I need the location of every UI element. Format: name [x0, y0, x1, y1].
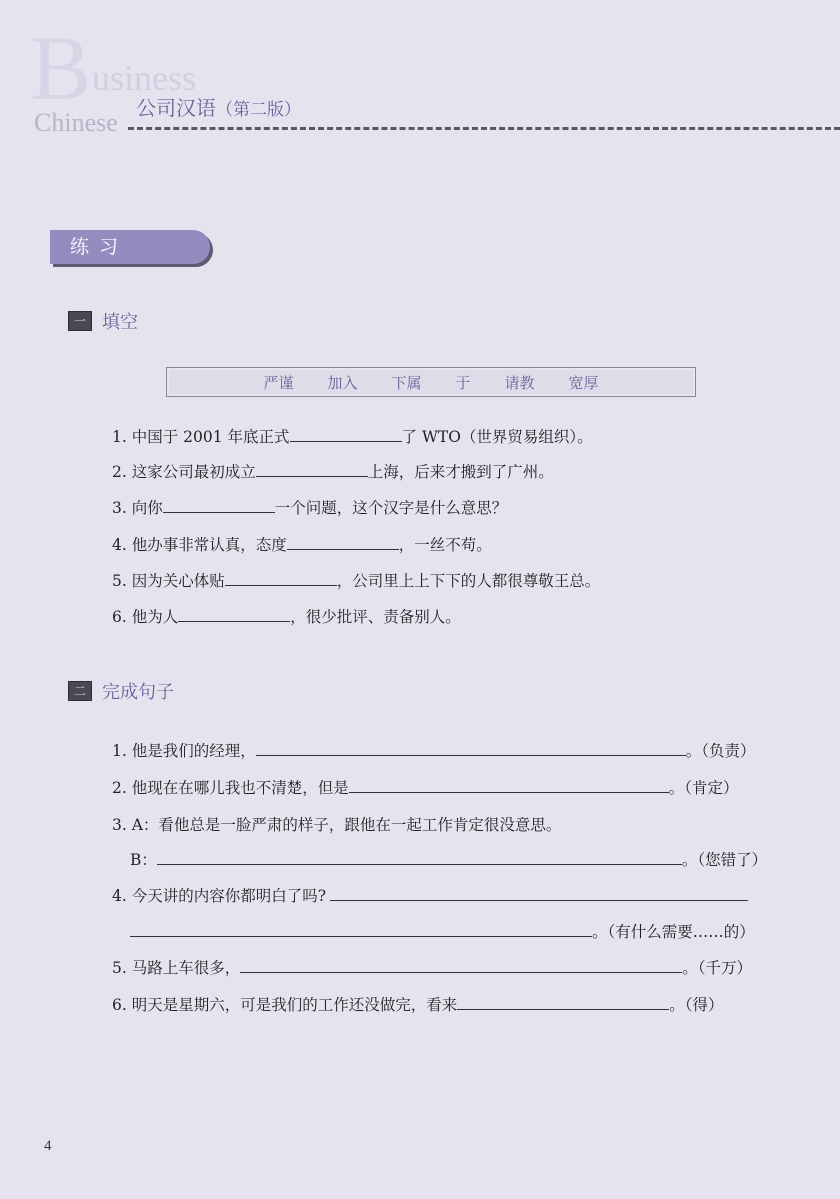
answer-blank[interactable]: [130, 922, 592, 937]
section-title: 完成句子: [102, 682, 174, 703]
answer-blank[interactable]: [256, 741, 686, 756]
answer-blank[interactable]: [240, 958, 682, 973]
item-text: 5. 马路上车很多，: [112, 959, 241, 977]
header-dashed-rule: [128, 127, 840, 130]
item-text: 了 WTO（世界贸易组织）。: [401, 428, 593, 446]
item-text: 2. 这家公司最初成立: [112, 463, 256, 481]
book-title-text: 公司汉语: [136, 96, 216, 120]
watermark-chinese: Chinese: [34, 108, 118, 137]
answer-blank[interactable]: [225, 571, 337, 586]
exercise-item: [130, 850, 767, 870]
exercise-item: [112, 462, 554, 482]
exercise-item: [112, 498, 507, 518]
item-text: 6. 明天是星期六，可是我们的工作还没做完，看来: [112, 996, 458, 1014]
item-text: 4. 他办事非常认真，态度: [112, 536, 287, 554]
exercise-item: [112, 741, 755, 761]
item-text: 2. 他现在在哪儿我也不清楚，但是: [112, 779, 349, 797]
answer-blank[interactable]: [256, 462, 368, 477]
item-hint: 。（有什么需要……的）: [592, 923, 755, 941]
item-text: 1. 中国于 2001 年底正式: [112, 428, 290, 446]
answer-blank[interactable]: [457, 995, 669, 1010]
section-number-badge: 二: [68, 681, 92, 701]
watermark-letter-b: B: [30, 17, 92, 119]
item-text: 4. 今天讲的内容你都明白了吗?: [112, 887, 327, 905]
answer-blank[interactable]: [157, 850, 682, 865]
exercise-item: [112, 571, 600, 591]
word-bank-word: 请教: [504, 373, 535, 392]
word-bank: [166, 367, 696, 397]
word-bank-word: 于: [455, 373, 471, 392]
answer-blank[interactable]: [163, 498, 275, 513]
item-text: 3. A：看他总是一脸严肃的样子，跟他在一起工作肯定很没意思。: [112, 816, 562, 834]
exercise-item: [112, 535, 492, 555]
section-complete-sentences-header: [68, 679, 174, 703]
page-number: 4: [44, 1138, 52, 1154]
item-text: 上海，后来才搬到了广州。: [367, 463, 554, 481]
exercise-item: [130, 922, 755, 942]
item-text: 5. 因为关心体贴: [112, 572, 225, 590]
word-bank-word: 宽厚: [568, 373, 599, 392]
answer-blank[interactable]: [330, 886, 748, 901]
watermark-usiness: usiness: [92, 58, 197, 98]
practice-tab: 练习: [50, 230, 210, 264]
item-hint: 。（负责）: [685, 742, 756, 760]
item-text: ，公司里上上下下的人都很尊敬王总。: [336, 572, 601, 590]
answer-blank[interactable]: [178, 607, 290, 622]
item-text: 1. 他是我们的经理，: [112, 742, 256, 760]
section-fill-blank-header: [68, 309, 138, 333]
exercise-item: [112, 607, 461, 627]
item-text: B：: [130, 851, 157, 869]
book-title: [136, 92, 301, 121]
exercise-item: [112, 427, 593, 447]
item-text: ，很少批评、责备别人。: [290, 608, 461, 626]
book-edition: （第二版）: [216, 100, 301, 120]
item-text: 3. 向你: [112, 499, 163, 517]
item-text: 6. 他为人: [112, 608, 179, 626]
exercise-item: [112, 958, 752, 978]
exercise-item: [112, 815, 561, 835]
answer-blank[interactable]: [349, 778, 669, 793]
exercise-item: [112, 995, 723, 1015]
item-text: ，一丝不苟。: [398, 536, 492, 554]
word-bank-word: 严谨: [263, 373, 294, 392]
answer-blank[interactable]: [290, 427, 402, 442]
answer-blank[interactable]: [287, 535, 399, 550]
item-hint: 。（您错了）: [681, 851, 768, 869]
word-bank-word: 加入: [327, 373, 358, 392]
section-number-badge: 一: [68, 311, 92, 331]
item-hint: 。（肯定）: [668, 779, 739, 797]
item-hint: 。（千万）: [682, 959, 752, 977]
section-title: 填空: [102, 312, 138, 333]
exercise-item: [112, 778, 738, 798]
exercise-item: [112, 886, 748, 906]
word-bank-word: 下属: [391, 373, 422, 392]
item-hint: 。（得）: [669, 996, 724, 1014]
item-text: 一个问题，这个汉字是什么意思？: [274, 499, 508, 517]
